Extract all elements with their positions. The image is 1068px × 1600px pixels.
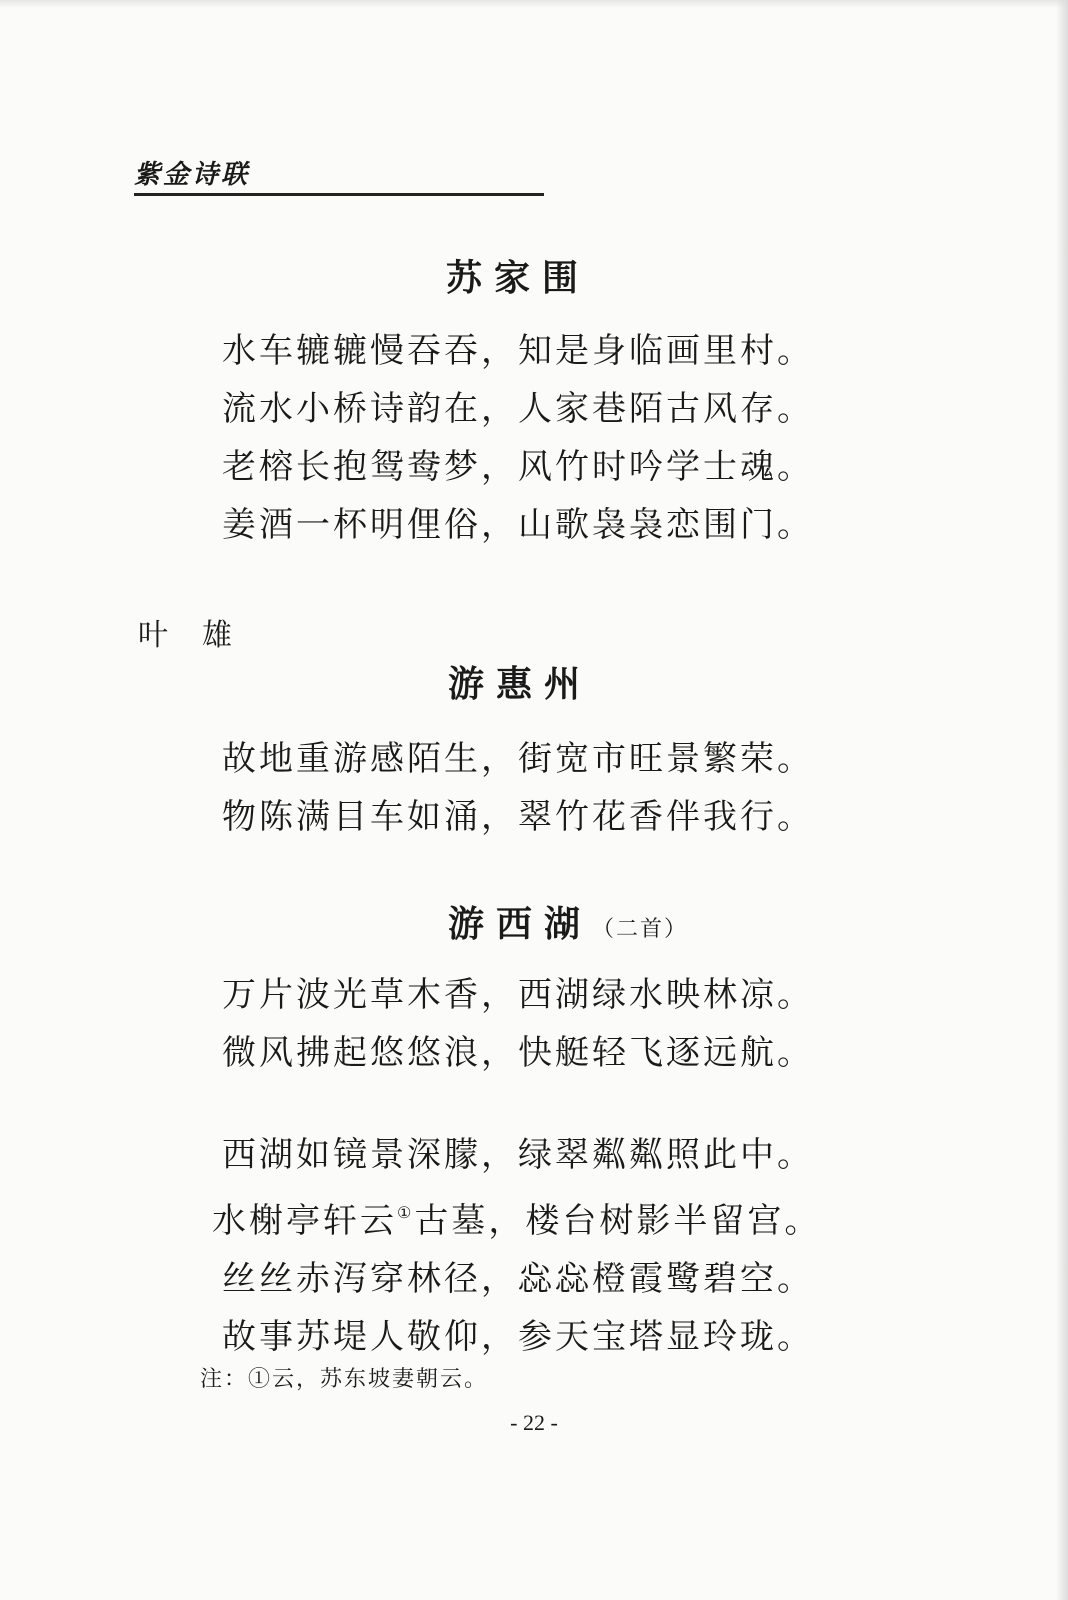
poem-line: 微风拂起悠悠浪，快艇轻飞逐远航。	[222, 1033, 814, 1073]
poem-title-text: 游西湖	[448, 903, 593, 945]
poem-line: 水车辘辘慢吞吞，知是身临画里村。	[222, 331, 814, 371]
poem-line: 姜酒一杯明俚俗，山歌袅袅恋围门。	[222, 505, 814, 545]
poem-title-note: （二首）	[592, 917, 689, 942]
poem-line: 西湖如镜景深朦，绿翠粼粼照此中。	[222, 1135, 814, 1175]
poem-line: 丝丝赤泻穿林径，惢惢橙霞鹭碧空。	[222, 1259, 814, 1299]
line-text: 水榭亭轩云	[212, 1201, 397, 1241]
poem-line: 故地重游感陌生，街宽市旺景繁荣。	[222, 739, 814, 779]
poem-body-youxihu-2	[212, 1126, 822, 1366]
author-name: 叶雄	[138, 618, 266, 653]
poem-title-youhuizhou: 游惠州	[448, 663, 593, 705]
poem-body-youxihu-1	[222, 966, 814, 1082]
poem-title-sujiawei: 苏家围	[446, 257, 591, 299]
poem-line: 故事苏堤人敬仰，参天宝塔显玲珑。	[222, 1317, 814, 1357]
poem-line: 物陈满目车如涌，翠竹花香伴我行。	[222, 797, 814, 837]
line-text: 古墓，楼台树影半留宫。	[414, 1201, 822, 1241]
header-title: 紫金诗联	[134, 160, 251, 190]
running-header	[134, 154, 544, 196]
poem-body-youhuizhou	[222, 730, 814, 846]
poem-body-sujiawei	[222, 322, 814, 554]
footnote-ref-mark: ①	[397, 1203, 415, 1222]
poem-line-with-footnote	[212, 1184, 821, 1250]
poem-line: 流水小桥诗韵在，人家巷陌古风存。	[222, 389, 814, 429]
page-number: - 22 -	[510, 1410, 558, 1435]
footnote: 注：①云，苏东坡妻朝云。	[200, 1367, 489, 1392]
poem-line: 老榕长抱鸳鸯梦，风竹时吟学士魂。	[222, 447, 814, 487]
poem-line: 万片波光草木香，西湖绿水映林凉。	[222, 975, 814, 1015]
poem-title-youxihu	[448, 896, 688, 947]
